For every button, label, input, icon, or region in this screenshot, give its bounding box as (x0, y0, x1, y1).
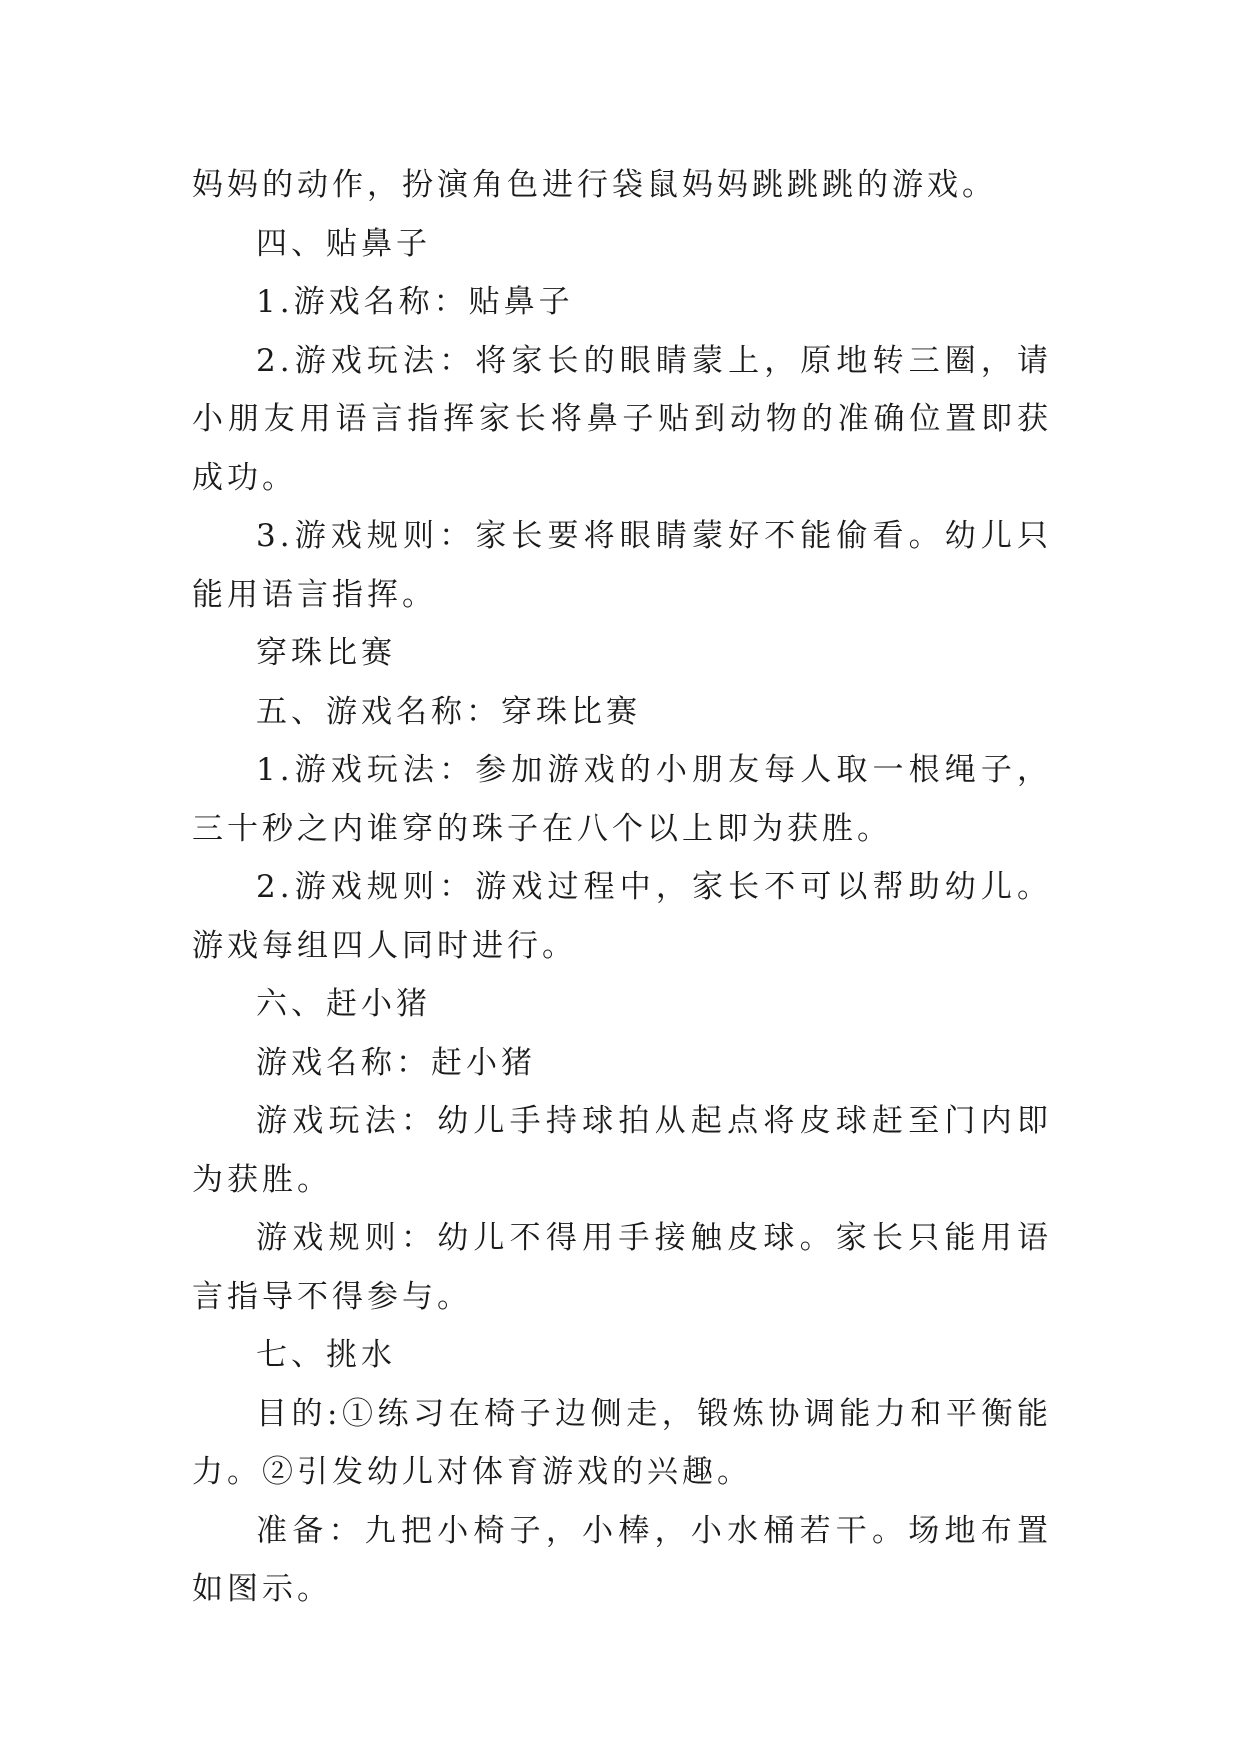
game-rules: 游戏规则：幼儿不得用手接触皮球。家长只能用语言指导不得参与。 (192, 1220, 1052, 1315)
game-preparation: 准备：九把小椅子，小棒，小水桶若干。场地布置如图示。 (192, 1512, 1052, 1607)
game-purpose: 目的:①练习在椅子边侧走，锻炼协调能力和平衡能力。②引发幼儿对体育游戏的兴趣。 (192, 1395, 1052, 1490)
paragraph-continuation: 妈妈的动作，扮演角色进行袋鼠妈妈跳跳跳的游戏。 (192, 167, 997, 203)
game-rules: 3.游戏规则：家长要将眼睛蒙好不能偷看。幼儿只能用语言指挥。 (192, 518, 1052, 613)
section-heading-4: 四、贴鼻子 (256, 225, 431, 262)
game-rules: 2.游戏规则：游戏过程中，家长不可以帮助幼儿。游戏每组四人同时进行。 (192, 869, 1052, 964)
game-method: 1.游戏玩法：参加游戏的小朋友每人取一根绳子，三十秒之内谁穿的珠子在八个以上即为获胜。 (192, 752, 1052, 847)
subheading-bead-race: 穿珠比赛 (256, 635, 396, 671)
section-heading-7: 七、挑水 (256, 1337, 396, 1373)
document-body (192, 156, 1052, 1619)
game-name: 游戏名称：赶小猪 (256, 1044, 536, 1081)
section-heading-6: 六、赶小猪 (256, 986, 431, 1022)
game-method: 游戏玩法：幼儿手持球拍从起点将皮球赶至门内即为获胜。 (192, 1103, 1052, 1198)
game-method: 2.游戏玩法：将家长的眼睛蒙上，原地转三圈，请小朋友用语言指挥家长将鼻子贴到动物的准确位置即获成功。 (192, 342, 1052, 496)
section-heading-5: 五、游戏名称：穿珠比赛 (256, 693, 641, 730)
game-name: 1.游戏名称：贴鼻子 (256, 284, 574, 320)
